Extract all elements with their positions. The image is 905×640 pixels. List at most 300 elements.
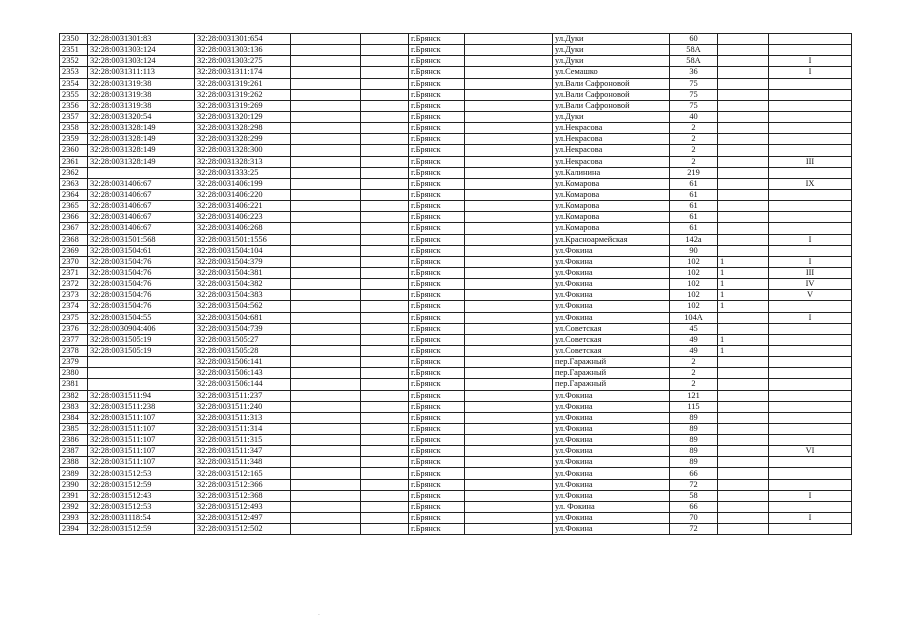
street-cell: ул.Дуки xyxy=(553,56,670,67)
empty-cell-c xyxy=(465,56,553,67)
row-number-cell: 2367 xyxy=(60,223,88,234)
building-cell xyxy=(718,490,769,501)
empty-cell-c xyxy=(465,490,553,501)
street-cell: ул.Комарова xyxy=(553,178,670,189)
building-cell xyxy=(718,100,769,111)
premises-cell xyxy=(769,323,852,334)
premises-cell: I xyxy=(769,256,852,267)
empty-cell-a xyxy=(291,345,361,356)
empty-cell-c xyxy=(465,290,553,301)
building-cell xyxy=(718,245,769,256)
city-cell: г.Брянск xyxy=(409,234,465,245)
empty-cell-c xyxy=(465,446,553,457)
table-row xyxy=(60,56,852,67)
parent-cadastral-number-cell: 32:28:0031406:67 xyxy=(88,178,195,189)
empty-cell-b xyxy=(361,290,409,301)
city-cell: г.Брянск xyxy=(409,312,465,323)
house-number-cell: 70 xyxy=(670,513,718,524)
building-cell xyxy=(718,435,769,446)
table-row xyxy=(60,435,852,446)
street-cell: пер.Гаражный xyxy=(553,379,670,390)
table-row xyxy=(60,67,852,78)
empty-cell-c xyxy=(465,501,553,512)
premises-cell xyxy=(769,212,852,223)
empty-cell-c xyxy=(465,134,553,145)
empty-cell-c xyxy=(465,67,553,78)
parent-cadastral-number-cell: 32:28:0031328:149 xyxy=(88,156,195,167)
empty-cell-b xyxy=(361,524,409,535)
empty-cell-a xyxy=(291,212,361,223)
cadastral-number-cell: 32:28:0031406:221 xyxy=(195,201,291,212)
premises-cell xyxy=(769,223,852,234)
house-number-cell: 66 xyxy=(670,501,718,512)
parent-cadastral-number-cell: 32:28:0031328:149 xyxy=(88,145,195,156)
cadastral-number-cell: 32:28:0031505:28 xyxy=(195,345,291,356)
empty-cell-a xyxy=(291,323,361,334)
house-number-cell: 58А xyxy=(670,56,718,67)
empty-cell-b xyxy=(361,479,409,490)
table-row xyxy=(60,368,852,379)
street-cell: ул.Фокина xyxy=(553,312,670,323)
cadastral-number-cell: 32:28:0031406:223 xyxy=(195,212,291,223)
empty-cell-c xyxy=(465,189,553,200)
street-cell: ул.Комарова xyxy=(553,189,670,200)
house-number-cell: 89 xyxy=(670,457,718,468)
table-row xyxy=(60,156,852,167)
building-cell xyxy=(718,56,769,67)
parent-cadastral-number-cell: 32:28:0031512:59 xyxy=(88,524,195,535)
cadastral-number-cell: 32:28:0031406:199 xyxy=(195,178,291,189)
row-number-cell: 2384 xyxy=(60,412,88,423)
empty-cell-b xyxy=(361,178,409,189)
city-cell: г.Брянск xyxy=(409,34,465,45)
cadastral-number-cell: 32:28:0031504:382 xyxy=(195,279,291,290)
row-number-cell: 2352 xyxy=(60,56,88,67)
cadastral-number-cell: 32:28:0031311:174 xyxy=(195,67,291,78)
building-cell: 1 xyxy=(718,290,769,301)
row-number-cell: 2353 xyxy=(60,67,88,78)
street-cell: ул.Комарова xyxy=(553,212,670,223)
table-row xyxy=(60,390,852,401)
premises-cell xyxy=(769,423,852,434)
city-cell: г.Брянск xyxy=(409,513,465,524)
city-cell: г.Брянск xyxy=(409,123,465,134)
city-cell: г.Брянск xyxy=(409,323,465,334)
city-cell: г.Брянск xyxy=(409,412,465,423)
cadastral-number-cell: 32:28:0031328:300 xyxy=(195,145,291,156)
parent-cadastral-number-cell: 32:28:0031504:76 xyxy=(88,267,195,278)
empty-cell-a xyxy=(291,501,361,512)
parent-cadastral-number-cell: 32:28:0031504:61 xyxy=(88,245,195,256)
premises-cell xyxy=(769,368,852,379)
house-number-cell: 72 xyxy=(670,524,718,535)
empty-cell-c xyxy=(465,267,553,278)
empty-cell-b xyxy=(361,201,409,212)
building-cell xyxy=(718,412,769,423)
empty-cell-a xyxy=(291,334,361,345)
table-row xyxy=(60,290,852,301)
house-number-cell: 58 xyxy=(670,490,718,501)
table-row xyxy=(60,234,852,245)
empty-cell-c xyxy=(465,201,553,212)
empty-cell-a xyxy=(291,524,361,535)
empty-cell-b xyxy=(361,267,409,278)
building-cell xyxy=(718,234,769,245)
city-cell: г.Брянск xyxy=(409,212,465,223)
parent-cadastral-number-cell: 32:28:0031512:53 xyxy=(88,468,195,479)
cadastral-number-cell: 32:28:0031504:383 xyxy=(195,290,291,301)
house-number-cell: 2 xyxy=(670,134,718,145)
cadastral-number-cell: 32:28:0031504:562 xyxy=(195,301,291,312)
building-cell xyxy=(718,111,769,122)
house-number-cell: 89 xyxy=(670,446,718,457)
table-row xyxy=(60,279,852,290)
cadastral-number-cell: 32:28:0031406:268 xyxy=(195,223,291,234)
empty-cell-b xyxy=(361,245,409,256)
street-cell: ул.Фокина xyxy=(553,490,670,501)
cadastral-number-cell: 32:28:0031511:240 xyxy=(195,401,291,412)
house-number-cell: 90 xyxy=(670,245,718,256)
parent-cadastral-number-cell: 32:28:0031301:83 xyxy=(88,34,195,45)
cadastral-number-cell: 32:28:0031333:25 xyxy=(195,167,291,178)
empty-cell-c xyxy=(465,368,553,379)
premises-cell xyxy=(769,45,852,56)
empty-cell-b xyxy=(361,223,409,234)
empty-cell-b xyxy=(361,89,409,100)
premises-cell: I xyxy=(769,234,852,245)
empty-cell-b xyxy=(361,34,409,45)
table-row xyxy=(60,479,852,490)
street-cell: ул.Фокина xyxy=(553,401,670,412)
empty-cell-b xyxy=(361,468,409,479)
empty-cell-a xyxy=(291,401,361,412)
building-cell xyxy=(718,78,769,89)
empty-cell-c xyxy=(465,89,553,100)
city-cell: г.Брянск xyxy=(409,145,465,156)
street-cell: ул.Советская xyxy=(553,323,670,334)
empty-cell-a xyxy=(291,390,361,401)
city-cell: г.Брянск xyxy=(409,156,465,167)
street-cell: ул.Фокина xyxy=(553,479,670,490)
city-cell: г.Брянск xyxy=(409,357,465,368)
empty-cell-c xyxy=(465,524,553,535)
empty-cell-a xyxy=(291,468,361,479)
empty-cell-b xyxy=(361,111,409,122)
premises-cell xyxy=(769,100,852,111)
house-number-cell: 75 xyxy=(670,89,718,100)
parent-cadastral-number-cell xyxy=(88,368,195,379)
house-number-cell: 2 xyxy=(670,145,718,156)
cadastral-number-cell: 32:28:0031511:347 xyxy=(195,446,291,457)
house-number-cell: 104А xyxy=(670,312,718,323)
street-cell: ул.Вали Сафроновой xyxy=(553,78,670,89)
empty-cell-c xyxy=(465,156,553,167)
parent-cadastral-number-cell: 32:28:0031511:107 xyxy=(88,412,195,423)
table-row xyxy=(60,212,852,223)
building-cell xyxy=(718,178,769,189)
building-cell xyxy=(718,390,769,401)
row-number-cell: 2390 xyxy=(60,479,88,490)
house-number-cell: 49 xyxy=(670,345,718,356)
building-cell xyxy=(718,89,769,100)
table-row xyxy=(60,513,852,524)
cadastral-number-cell: 32:28:0031505:27 xyxy=(195,334,291,345)
premises-cell xyxy=(769,412,852,423)
empty-cell-a xyxy=(291,111,361,122)
premises-cell xyxy=(769,167,852,178)
building-cell xyxy=(718,134,769,145)
parent-cadastral-number-cell: 32:28:0031504:55 xyxy=(88,312,195,323)
cadastral-number-cell: 32:28:0031320:129 xyxy=(195,111,291,122)
house-number-cell: 2 xyxy=(670,357,718,368)
parent-cadastral-number-cell: 32:28:0031504:76 xyxy=(88,279,195,290)
empty-cell-c xyxy=(465,111,553,122)
building-cell xyxy=(718,156,769,167)
empty-cell-a xyxy=(291,34,361,45)
street-cell: ул.Вали Сафроновой xyxy=(553,100,670,111)
empty-cell-a xyxy=(291,256,361,267)
empty-cell-a xyxy=(291,189,361,200)
table-row xyxy=(60,490,852,501)
row-number-cell: 2378 xyxy=(60,345,88,356)
empty-cell-a xyxy=(291,423,361,434)
building-cell: 1 xyxy=(718,301,769,312)
table-row xyxy=(60,78,852,89)
row-number-cell: 2373 xyxy=(60,290,88,301)
city-cell: г.Брянск xyxy=(409,134,465,145)
building-cell xyxy=(718,223,769,234)
house-number-cell: 2 xyxy=(670,123,718,134)
parent-cadastral-number-cell: 32:28:0031319:38 xyxy=(88,78,195,89)
data-table xyxy=(59,33,852,535)
city-cell: г.Брянск xyxy=(409,435,465,446)
city-cell: г.Брянск xyxy=(409,111,465,122)
empty-cell-a xyxy=(291,234,361,245)
row-number-cell: 2364 xyxy=(60,189,88,200)
row-number-cell: 2359 xyxy=(60,134,88,145)
table-row xyxy=(60,334,852,345)
house-number-cell: 115 xyxy=(670,401,718,412)
premises-cell xyxy=(769,357,852,368)
house-number-cell: 49 xyxy=(670,334,718,345)
row-number-cell: 2392 xyxy=(60,501,88,512)
city-cell: г.Брянск xyxy=(409,245,465,256)
empty-cell-b xyxy=(361,312,409,323)
table-row xyxy=(60,45,852,56)
row-number-cell: 2389 xyxy=(60,468,88,479)
premises-cell xyxy=(769,479,852,490)
house-number-cell: 2 xyxy=(670,379,718,390)
street-cell: ул.Некрасова xyxy=(553,156,670,167)
row-number-cell: 2377 xyxy=(60,334,88,345)
premises-cell xyxy=(769,134,852,145)
empty-cell-b xyxy=(361,301,409,312)
empty-cell-b xyxy=(361,156,409,167)
parent-cadastral-number-cell: 32:28:0031511:107 xyxy=(88,457,195,468)
street-cell: ул.Фокина xyxy=(553,301,670,312)
premises-cell xyxy=(769,435,852,446)
house-number-cell: 142а xyxy=(670,234,718,245)
street-cell: пер.Гаражный xyxy=(553,368,670,379)
cadastral-number-cell: 32:28:0031511:348 xyxy=(195,457,291,468)
row-number-cell: 2357 xyxy=(60,111,88,122)
empty-cell-b xyxy=(361,446,409,457)
building-cell: 1 xyxy=(718,279,769,290)
empty-cell-b xyxy=(361,435,409,446)
house-number-cell: 121 xyxy=(670,390,718,401)
table-row xyxy=(60,178,852,189)
empty-cell-a xyxy=(291,123,361,134)
empty-cell-c xyxy=(465,379,553,390)
empty-cell-a xyxy=(291,100,361,111)
row-number-cell: 2358 xyxy=(60,123,88,134)
street-cell: пер.Гаражный xyxy=(553,357,670,368)
house-number-cell: 75 xyxy=(670,100,718,111)
empty-cell-a xyxy=(291,490,361,501)
building-cell xyxy=(718,501,769,512)
city-cell: г.Брянск xyxy=(409,368,465,379)
premises-cell xyxy=(769,245,852,256)
house-number-cell: 66 xyxy=(670,468,718,479)
house-number-cell: 2 xyxy=(670,368,718,379)
empty-cell-a xyxy=(291,379,361,390)
street-cell: ул.Некрасова xyxy=(553,145,670,156)
empty-cell-c xyxy=(465,145,553,156)
premises-cell xyxy=(769,401,852,412)
row-number-cell: 2379 xyxy=(60,357,88,368)
parent-cadastral-number-cell: 32:28:0031504:76 xyxy=(88,301,195,312)
house-number-cell: 102 xyxy=(670,279,718,290)
table-row xyxy=(60,223,852,234)
parent-cadastral-number-cell: 32:28:0030904:406 xyxy=(88,323,195,334)
house-number-cell: 102 xyxy=(670,256,718,267)
row-number-cell: 2356 xyxy=(60,100,88,111)
city-cell: г.Брянск xyxy=(409,501,465,512)
table-row xyxy=(60,357,852,368)
house-number-cell: 89 xyxy=(670,435,718,446)
empty-cell-b xyxy=(361,490,409,501)
empty-cell-a xyxy=(291,312,361,323)
table-row xyxy=(60,189,852,200)
street-cell: ул.Фокина xyxy=(553,457,670,468)
table-row xyxy=(60,524,852,535)
empty-cell-a xyxy=(291,245,361,256)
premises-cell: IV xyxy=(769,279,852,290)
city-cell: г.Брянск xyxy=(409,490,465,501)
city-cell: г.Брянск xyxy=(409,167,465,178)
building-cell xyxy=(718,167,769,178)
empty-cell-a xyxy=(291,513,361,524)
building-cell: 1 xyxy=(718,345,769,356)
table-row xyxy=(60,201,852,212)
empty-cell-c xyxy=(465,212,553,223)
row-number-cell: 2383 xyxy=(60,401,88,412)
house-number-cell: 2 xyxy=(670,156,718,167)
parent-cadastral-number-cell xyxy=(88,167,195,178)
house-number-cell: 61 xyxy=(670,223,718,234)
cadastral-number-cell: 32:28:0031512:493 xyxy=(195,501,291,512)
street-cell: ул.Дуки xyxy=(553,45,670,56)
empty-cell-b xyxy=(361,45,409,56)
street-cell: ул.Вали Сафроновой xyxy=(553,89,670,100)
empty-cell-c xyxy=(465,279,553,290)
parent-cadastral-number-cell: 32:28:0031512:59 xyxy=(88,479,195,490)
building-cell xyxy=(718,312,769,323)
building-cell xyxy=(718,67,769,78)
premises-cell xyxy=(769,89,852,100)
premises-cell: IX xyxy=(769,178,852,189)
house-number-cell: 102 xyxy=(670,290,718,301)
empty-cell-c xyxy=(465,345,553,356)
empty-cell-a xyxy=(291,267,361,278)
premises-cell: I xyxy=(769,56,852,67)
city-cell: г.Брянск xyxy=(409,401,465,412)
cadastral-number-cell: 32:28:0031504:381 xyxy=(195,267,291,278)
empty-cell-c xyxy=(465,479,553,490)
row-number-cell: 2388 xyxy=(60,457,88,468)
cadastral-number-cell: 32:28:0031512:165 xyxy=(195,468,291,479)
premises-cell: V xyxy=(769,290,852,301)
premises-cell xyxy=(769,524,852,535)
building-cell xyxy=(718,468,769,479)
house-number-cell: 61 xyxy=(670,178,718,189)
building-cell xyxy=(718,379,769,390)
row-number-cell: 2369 xyxy=(60,245,88,256)
row-number-cell: 2372 xyxy=(60,279,88,290)
parent-cadastral-number-cell: 32:28:0031319:38 xyxy=(88,100,195,111)
empty-cell-b xyxy=(361,390,409,401)
building-cell: 1 xyxy=(718,256,769,267)
empty-cell-b xyxy=(361,334,409,345)
table-row xyxy=(60,312,852,323)
building-cell: 1 xyxy=(718,267,769,278)
empty-cell-a xyxy=(291,78,361,89)
empty-cell-c xyxy=(465,412,553,423)
table-row xyxy=(60,34,852,45)
street-cell: ул.Фокина xyxy=(553,524,670,535)
parent-cadastral-number-cell: 32:28:0031512:53 xyxy=(88,501,195,512)
table-row xyxy=(60,267,852,278)
premises-cell: III xyxy=(769,156,852,167)
table-row xyxy=(60,379,852,390)
empty-cell-b xyxy=(361,189,409,200)
empty-cell-a xyxy=(291,156,361,167)
row-number-cell: 2368 xyxy=(60,234,88,245)
building-cell xyxy=(718,189,769,200)
street-cell: ул.Фокина xyxy=(553,412,670,423)
premises-cell: I xyxy=(769,67,852,78)
house-number-cell: 72 xyxy=(670,479,718,490)
empty-cell-a xyxy=(291,145,361,156)
empty-cell-b xyxy=(361,412,409,423)
row-number-cell: 2360 xyxy=(60,145,88,156)
cadastral-number-cell: 32:28:0031301:654 xyxy=(195,34,291,45)
parent-cadastral-number-cell: 32:28:0031303:124 xyxy=(88,56,195,67)
table-row xyxy=(60,256,852,267)
street-cell: ул.Фокина xyxy=(553,468,670,479)
building-cell xyxy=(718,45,769,56)
parent-cadastral-number-cell: 32:28:0031406:67 xyxy=(88,189,195,200)
street-cell: ул.Красноармейская xyxy=(553,234,670,245)
city-cell: г.Брянск xyxy=(409,178,465,189)
building-cell xyxy=(718,34,769,45)
cadastral-number-cell: 32:28:0031511:314 xyxy=(195,423,291,434)
cadastral-number-cell: 32:28:0031319:262 xyxy=(195,89,291,100)
empty-cell-c xyxy=(465,178,553,189)
row-number-cell: 2362 xyxy=(60,167,88,178)
row-number-cell: 2394 xyxy=(60,524,88,535)
street-cell: ул.Советская xyxy=(553,345,670,356)
